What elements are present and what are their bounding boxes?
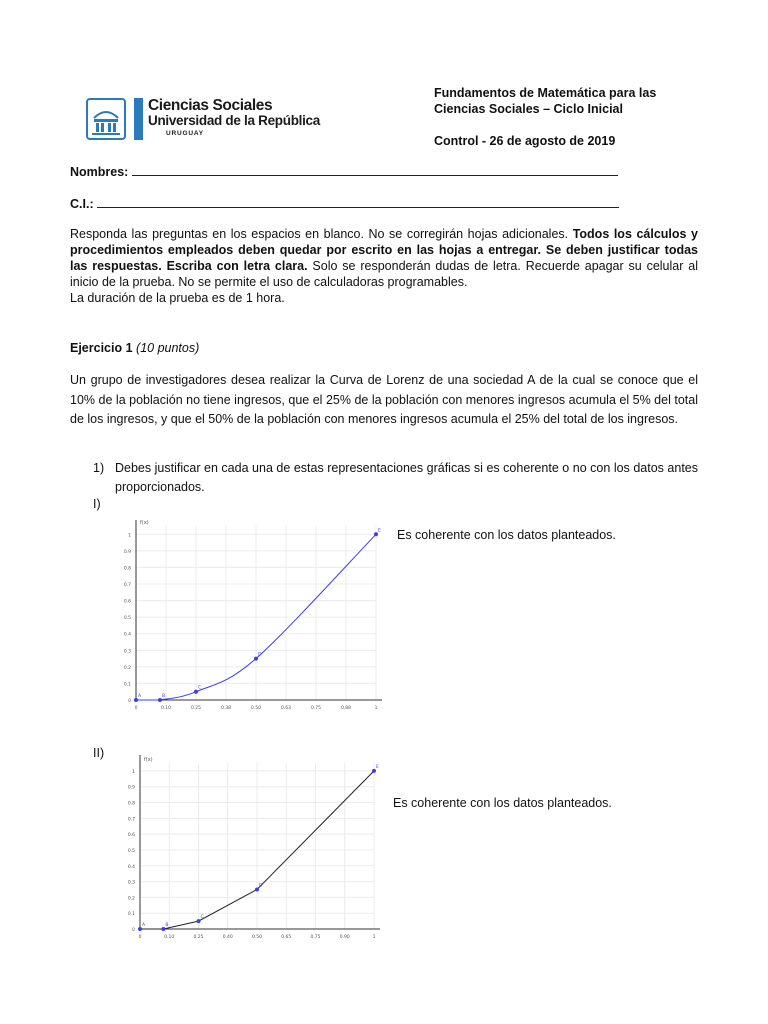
ci-label: C.I.: [70,197,94,211]
answer-graph-II: Es coherente con los datos planteados. [393,796,612,810]
label-graph-II: II) [93,746,105,760]
nombres-label: Nombres: [70,165,129,179]
instructions-paragraph [70,226,698,290]
x-tick-label: 0.50 [251,935,263,940]
lorenz-chart-I [118,520,390,710]
x-tick-label: 0.40 [222,935,233,940]
x-tick-label: 0.10 [160,706,172,710]
y-tick-label: 0.3 [127,880,135,886]
y-tick-label: 0 [132,928,135,933]
y-tick-label: 0.6 [123,599,131,605]
point-label: D [259,883,263,889]
x-tick-label: 0.10 [164,935,175,940]
x-tick-label: 1 [374,706,378,710]
building-emblem-icon [86,98,126,140]
y-tick-label: 0.2 [123,665,131,671]
logo-line-3: URUGUAY [166,130,204,137]
course-title-line-1: Fundamentos de Matemática para las [434,86,657,100]
y-tick-label: 0.7 [127,817,135,823]
y-tick-label: 0.8 [127,801,135,807]
question-text: Debes justificar en cada una de estas representaciones gráficas si es coherente o no con los datos antes proporcionados. [115,461,698,494]
y-tick-label: 1 [128,533,131,539]
exercise-points: (10 puntos) [136,341,200,355]
y-tick-label: 0.5 [127,848,135,854]
y-tick-label: 0.6 [127,833,135,839]
x-tick-label: 0.25 [193,935,204,940]
point-label: E [376,764,379,770]
lorenz-chart-II [118,755,390,945]
x-tick-label: 1 [372,935,376,940]
course-title-line-2: Ciencias Sociales – Ciclo Inicial [434,102,623,116]
answer-graph-I: Es coherente con los datos planteados. [397,528,616,542]
ci-field[interactable] [70,196,619,211]
x-tick-label: 0.90 [339,935,350,940]
course-title [434,85,656,117]
y-axis-label: f(x) [144,757,153,763]
y-tick-label: 0.1 [123,682,131,688]
university-logo [86,98,326,142]
logo-divider-bar [134,98,143,140]
x-tick-label: 0.25 [190,706,202,710]
x-tick-label: 0.65 [281,935,292,940]
y-tick-label: 0.4 [123,632,131,638]
y-tick-label: 0.9 [123,549,131,555]
control-date: Control - 26 de agosto de 2019 [434,134,616,148]
y-tick-label: 0.3 [123,649,131,655]
point-label: B [162,694,166,699]
y-tick-label: 0.8 [123,566,131,572]
duration-text: La duración de la prueba es de 1 hora. [70,291,285,305]
y-tick-label: 0.9 [127,785,135,791]
instructions [70,226,698,306]
x-tick-label: 0.75 [310,935,321,940]
x-tick-label: 0.50 [250,706,262,710]
y-tick-label: 0.7 [123,583,131,588]
label-graph-I: I) [93,497,101,511]
y-tick-label: 0 [128,699,131,704]
exercise-title [70,341,199,355]
point-label: A [142,923,146,928]
x-tick-label: 0 [134,706,138,710]
point-label: A [138,694,142,699]
exercise-title-text: Ejercicio 1 [70,341,133,355]
nombres-blank-line[interactable] [132,164,618,176]
question-1 [93,459,698,497]
instructions-text-bold: Todos los cálculos y procedimientos empleados deben quedar por escrito en las hojas a entregar. Se deben justificar todas las respuestas. Escriba con letra clara. [70,227,698,273]
x-tick-label: 0.38 [220,706,232,710]
ci-blank-line[interactable] [97,196,619,208]
question-number: 1) [93,461,105,475]
x-tick-label: 0.63 [280,706,292,710]
point-label: C [198,685,202,691]
nombres-field[interactable] [70,164,618,179]
y-tick-label: 0.4 [127,864,135,870]
logo-line-2: Universidad de la República [148,113,320,128]
point-label: B [165,923,169,928]
y-tick-label: 0.5 [123,616,131,622]
point-label: D [258,652,262,658]
x-tick-label: 0.75 [310,706,322,710]
y-axis-label: f(x) [140,520,149,526]
y-tick-label: 0.1 [127,912,135,918]
logo-line-1: Ciencias Sociales [148,97,273,114]
instructions-text-c: Solo se responderán dudas de letra. Recuerde apagar su celular al inicio de la prueba. No se permite el uso de calculadoras programables. [70,259,698,289]
y-tick-label: 0.2 [127,896,135,902]
x-tick-label: 0 [138,935,142,940]
y-tick-label: 1 [132,769,135,775]
point-label: C [200,915,204,921]
point-label: E [378,528,381,534]
instructions-text-a: Responda las preguntas en los espacios en blanco. No se corregirán hojas adicionales. [70,227,573,241]
exercise-statement: Un grupo de investigadores desea realizar la Curva de Lorenz de una sociedad A de la cual se conoce que el 10% de la población no tiene ingresos, que el 25% de la población con menores ingresos acumula el 5% del total de los ingresos, y que el 50% de la población con menores ingresos acumula el 25% del total de los ingresos. [70,373,698,426]
x-tick-label: 0.88 [340,706,352,710]
